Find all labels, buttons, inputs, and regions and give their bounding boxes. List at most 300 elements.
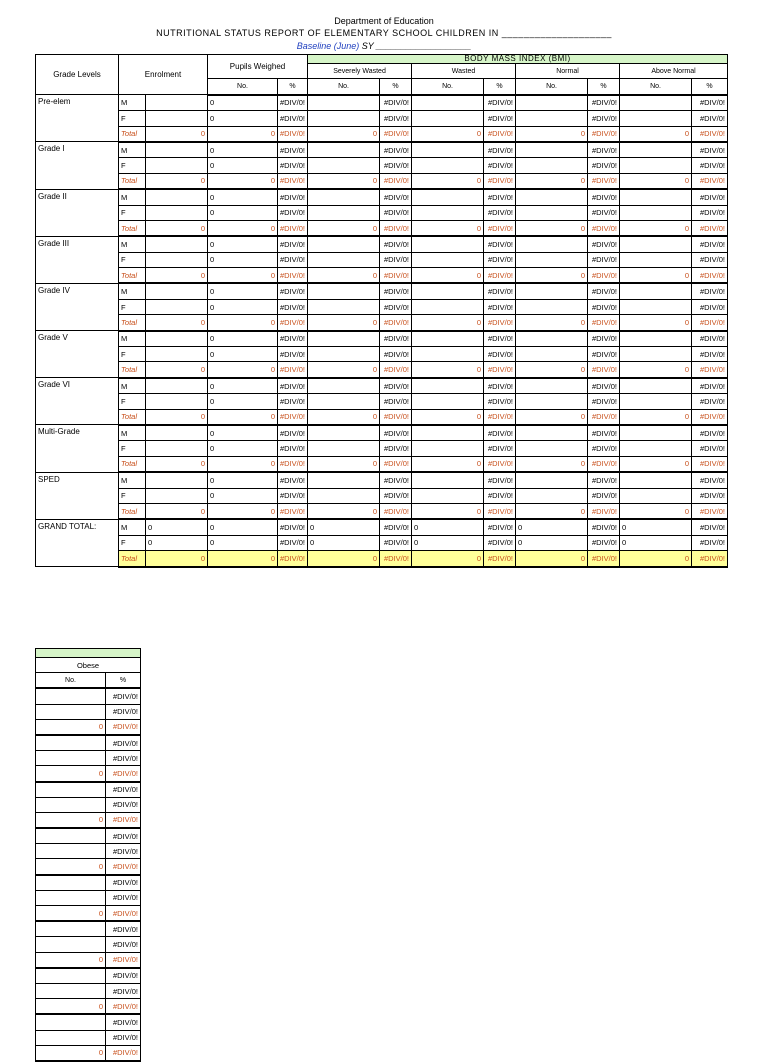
sex-label: F <box>119 252 146 267</box>
count-value: 0 <box>208 456 278 472</box>
percent-value: #DIV/0! <box>380 111 412 126</box>
obese-percent: #DIV/0! <box>106 704 141 719</box>
enrolment-value <box>146 236 208 252</box>
enrolment-value <box>146 252 208 267</box>
percent-value: #DIV/0! <box>588 394 620 409</box>
pct-header: % <box>692 79 728 95</box>
percent-value: #DIV/0! <box>484 425 516 441</box>
count-value <box>412 441 484 456</box>
count-value <box>412 425 484 441</box>
grade-label: Multi-Grade <box>36 425 119 441</box>
count-value <box>620 111 692 126</box>
table-row <box>36 441 728 456</box>
percent-value: #DIV/0! <box>692 347 728 362</box>
obese-no-header: No. <box>36 673 106 689</box>
percent-value: #DIV/0! <box>588 126 620 142</box>
percent-value: #DIV/0! <box>278 331 308 347</box>
count-value: 0 <box>208 189 278 205</box>
percent-value: #DIV/0! <box>588 378 620 394</box>
obese-count: 0 <box>36 766 106 782</box>
percent-value: #DIV/0! <box>484 95 516 111</box>
count-value: 0 <box>208 299 278 314</box>
percent-value: #DIV/0! <box>278 252 308 267</box>
count-value: 0 <box>208 535 278 550</box>
obese-count <box>36 968 106 984</box>
count-value: 0 <box>208 378 278 394</box>
count-value: 0 <box>308 503 380 519</box>
count-value: 0 <box>516 409 588 425</box>
count-value <box>620 283 692 299</box>
obese-count <box>36 751 106 766</box>
enrolment-value <box>146 394 208 409</box>
obese-count: 0 <box>36 1045 106 1061</box>
count-value <box>516 378 588 394</box>
percent-value: #DIV/0! <box>484 315 516 331</box>
percent-value: #DIV/0! <box>278 220 308 236</box>
percent-value: #DIV/0! <box>484 268 516 284</box>
sex-label: M <box>119 378 146 394</box>
sex-label: M <box>119 189 146 205</box>
table-row <box>36 535 728 550</box>
table-row <box>36 409 728 425</box>
percent-value: #DIV/0! <box>380 299 412 314</box>
percent-value: #DIV/0! <box>278 409 308 425</box>
count-value: 0 <box>620 409 692 425</box>
grade-label <box>36 315 119 331</box>
count-value <box>620 142 692 158</box>
count-value: 0 <box>516 551 588 567</box>
count-value <box>308 394 380 409</box>
percent-value: #DIV/0! <box>278 551 308 567</box>
obese-percent: #DIV/0! <box>106 782 141 798</box>
sex-label: F <box>119 111 146 126</box>
count-value: 0 <box>208 158 278 173</box>
obese-row <box>36 890 141 905</box>
obese-row <box>36 797 141 812</box>
obese-percent: #DIV/0! <box>106 735 141 751</box>
percent-value: #DIV/0! <box>380 220 412 236</box>
percent-value: #DIV/0! <box>380 362 412 378</box>
percent-value: #DIV/0! <box>484 126 516 142</box>
grade-label: Grade II <box>36 189 119 205</box>
grade-label <box>36 362 119 378</box>
percent-value: #DIV/0! <box>692 488 728 503</box>
grade-label: Pre-elem <box>36 95 119 111</box>
obese-count: 0 <box>36 719 106 735</box>
percent-value: #DIV/0! <box>380 441 412 456</box>
count-value <box>412 252 484 267</box>
grade-levels-header: Grade Levels <box>36 55 119 95</box>
enrolment-value: 0 <box>146 503 208 519</box>
percent-value: #DIV/0! <box>380 551 412 567</box>
grade-label <box>36 551 119 567</box>
obese-percent: #DIV/0! <box>106 937 141 952</box>
obese-row <box>36 1030 141 1045</box>
count-value <box>620 472 692 488</box>
grade-label <box>36 503 119 519</box>
obese-count <box>36 782 106 798</box>
count-value: 0 <box>208 205 278 220</box>
count-value <box>412 95 484 111</box>
percent-value: #DIV/0! <box>588 173 620 189</box>
obese-row <box>36 766 141 782</box>
count-value: 0 <box>208 220 278 236</box>
percent-value: #DIV/0! <box>692 535 728 550</box>
table-row <box>36 551 728 567</box>
enrolment-value: 0 <box>146 519 208 535</box>
grade-label <box>36 299 119 314</box>
percent-value: #DIV/0! <box>484 519 516 535</box>
sex-label: F <box>119 394 146 409</box>
count-value <box>412 472 484 488</box>
no-header: No. <box>620 79 692 95</box>
count-value: 0 <box>208 236 278 252</box>
percent-value: #DIV/0! <box>588 205 620 220</box>
count-value: 0 <box>208 126 278 142</box>
count-value <box>620 331 692 347</box>
count-value: 0 <box>208 173 278 189</box>
count-value <box>412 189 484 205</box>
percent-value: #DIV/0! <box>380 315 412 331</box>
count-value <box>412 347 484 362</box>
count-value <box>516 441 588 456</box>
obese-row <box>36 751 141 766</box>
percent-value: #DIV/0! <box>278 441 308 456</box>
table-row <box>36 142 728 158</box>
table-row <box>36 456 728 472</box>
sex-label: M <box>119 236 146 252</box>
percent-value: #DIV/0! <box>588 315 620 331</box>
percent-value: #DIV/0! <box>484 158 516 173</box>
percent-value: #DIV/0! <box>278 158 308 173</box>
grade-label <box>36 535 119 550</box>
percent-value: #DIV/0! <box>278 394 308 409</box>
count-value <box>412 111 484 126</box>
percent-value: #DIV/0! <box>278 519 308 535</box>
table-row <box>36 331 728 347</box>
obese-percent: #DIV/0! <box>106 859 141 875</box>
above-normal-header: Above Normal <box>620 64 728 79</box>
count-value: 0 <box>412 173 484 189</box>
count-value <box>412 488 484 503</box>
percent-value: #DIV/0! <box>278 126 308 142</box>
table-row <box>36 378 728 394</box>
grade-label: SPED <box>36 472 119 488</box>
count-value: 0 <box>208 95 278 111</box>
percent-value: #DIV/0! <box>484 551 516 567</box>
percent-value: #DIV/0! <box>380 535 412 550</box>
percent-value: #DIV/0! <box>380 142 412 158</box>
count-value <box>516 189 588 205</box>
obese-percent: #DIV/0! <box>106 688 141 704</box>
percent-value: #DIV/0! <box>278 535 308 550</box>
count-value: 0 <box>208 472 278 488</box>
count-value <box>516 488 588 503</box>
obese-percent: #DIV/0! <box>106 952 141 968</box>
percent-value: #DIV/0! <box>484 409 516 425</box>
sex-label: Total <box>119 362 146 378</box>
count-value: 0 <box>412 519 484 535</box>
percent-value: #DIV/0! <box>278 236 308 252</box>
pct-header: % <box>588 79 620 95</box>
sex-label: M <box>119 519 146 535</box>
sex-label: F <box>119 347 146 362</box>
count-value <box>620 347 692 362</box>
count-value: 0 <box>620 362 692 378</box>
grade-label <box>36 441 119 456</box>
count-value <box>516 347 588 362</box>
percent-value: #DIV/0! <box>692 236 728 252</box>
percent-value: #DIV/0! <box>484 205 516 220</box>
grade-label <box>36 205 119 220</box>
obese-percent: #DIV/0! <box>106 797 141 812</box>
sex-label: M <box>119 331 146 347</box>
obese-row <box>36 952 141 968</box>
percent-value: #DIV/0! <box>692 205 728 220</box>
percent-value: #DIV/0! <box>588 331 620 347</box>
obese-count <box>36 1030 106 1045</box>
percent-value: #DIV/0! <box>692 142 728 158</box>
percent-value: #DIV/0! <box>278 283 308 299</box>
sex-label: M <box>119 142 146 158</box>
percent-value: #DIV/0! <box>484 220 516 236</box>
percent-value: #DIV/0! <box>278 142 308 158</box>
sy-label: SY ___________________ <box>361 41 472 51</box>
count-value <box>308 378 380 394</box>
enrolment-value: 0 <box>146 220 208 236</box>
percent-value: #DIV/0! <box>588 283 620 299</box>
percent-value: #DIV/0! <box>278 378 308 394</box>
count-value <box>516 299 588 314</box>
enrolment-value: 0 <box>146 173 208 189</box>
count-value <box>308 111 380 126</box>
count-value <box>516 205 588 220</box>
obese-row <box>36 688 141 704</box>
count-value <box>308 331 380 347</box>
count-value <box>412 142 484 158</box>
percent-value: #DIV/0! <box>588 236 620 252</box>
percent-value: #DIV/0! <box>588 551 620 567</box>
obese-count <box>36 921 106 937</box>
percent-value: #DIV/0! <box>588 142 620 158</box>
percent-value: #DIV/0! <box>380 252 412 267</box>
obese-percent: #DIV/0! <box>106 921 141 937</box>
obese-row <box>36 844 141 859</box>
count-value: 0 <box>308 456 380 472</box>
count-value <box>308 472 380 488</box>
enrolment-value: 0 <box>146 551 208 567</box>
percent-value: #DIV/0! <box>380 425 412 441</box>
obese-count: 0 <box>36 952 106 968</box>
enrolment-value <box>146 95 208 111</box>
department-title: Department of Education <box>334 16 434 26</box>
count-value: 0 <box>208 362 278 378</box>
sex-label: F <box>119 158 146 173</box>
percent-value: #DIV/0! <box>380 126 412 142</box>
count-value: 0 <box>516 173 588 189</box>
count-value: 0 <box>208 488 278 503</box>
obese-percent: #DIV/0! <box>106 1030 141 1045</box>
sex-label: Total <box>119 220 146 236</box>
percent-value: #DIV/0! <box>278 456 308 472</box>
sex-label: Total <box>119 315 146 331</box>
percent-value: #DIV/0! <box>278 315 308 331</box>
percent-value: #DIV/0! <box>278 425 308 441</box>
percent-value: #DIV/0! <box>692 173 728 189</box>
table-row <box>36 488 728 503</box>
percent-value: #DIV/0! <box>380 268 412 284</box>
obese-row <box>36 983 141 998</box>
percent-value: #DIV/0! <box>278 503 308 519</box>
percent-value: #DIV/0! <box>692 441 728 456</box>
baseline-line <box>0 41 768 51</box>
percent-value: #DIV/0! <box>484 441 516 456</box>
obese-row <box>36 906 141 922</box>
sex-label: Total <box>119 268 146 284</box>
percent-value: #DIV/0! <box>278 173 308 189</box>
no-header: No. <box>412 79 484 95</box>
count-value <box>412 331 484 347</box>
obese-count <box>36 937 106 952</box>
obese-percent: #DIV/0! <box>106 875 141 891</box>
count-value: 0 <box>516 456 588 472</box>
report-title: NUTRITIONAL STATUS REPORT OF ELEMENTARY SCHOOL CHILDREN IN ____________________ <box>156 28 612 38</box>
table-row <box>36 299 728 314</box>
percent-value: #DIV/0! <box>692 283 728 299</box>
obese-percent: #DIV/0! <box>106 983 141 998</box>
table-row <box>36 252 728 267</box>
percent-value: #DIV/0! <box>380 189 412 205</box>
count-value <box>620 441 692 456</box>
count-value <box>308 158 380 173</box>
count-value <box>620 299 692 314</box>
pct-header: % <box>278 79 308 95</box>
count-value <box>308 205 380 220</box>
count-value <box>516 158 588 173</box>
obese-percent: #DIV/0! <box>106 766 141 782</box>
table-row <box>36 95 728 111</box>
obese-count <box>36 875 106 891</box>
percent-value: #DIV/0! <box>588 441 620 456</box>
obese-percent: #DIV/0! <box>106 812 141 828</box>
obese-percent: #DIV/0! <box>106 999 141 1015</box>
obese-row <box>36 704 141 719</box>
percent-value: #DIV/0! <box>692 362 728 378</box>
count-value: 0 <box>516 503 588 519</box>
count-value <box>620 236 692 252</box>
grade-label: Grade I <box>36 142 119 158</box>
enrolment-value <box>146 299 208 314</box>
count-value <box>516 472 588 488</box>
obese-row <box>36 719 141 735</box>
grade-label <box>36 488 119 503</box>
enrolment-value: 0 <box>146 126 208 142</box>
pct-header: % <box>380 79 412 95</box>
count-value <box>412 394 484 409</box>
obese-count <box>36 735 106 751</box>
count-value <box>620 205 692 220</box>
percent-value: #DIV/0! <box>588 472 620 488</box>
count-value <box>412 205 484 220</box>
count-value: 0 <box>308 551 380 567</box>
count-value <box>620 252 692 267</box>
table-row <box>36 126 728 142</box>
percent-value: #DIV/0! <box>278 362 308 378</box>
enrolment-value <box>146 441 208 456</box>
enrolment-value <box>146 158 208 173</box>
sex-label: F <box>119 205 146 220</box>
no-header: No. <box>516 79 588 95</box>
count-value <box>412 299 484 314</box>
count-value: 0 <box>412 551 484 567</box>
enrolment-value: 0 <box>146 535 208 550</box>
count-value: 0 <box>308 535 380 550</box>
severely-wasted-header: Severely Wasted <box>308 64 412 79</box>
count-value <box>412 283 484 299</box>
count-value <box>516 283 588 299</box>
enrolment-value: 0 <box>146 268 208 284</box>
obese-count <box>36 704 106 719</box>
sex-label: M <box>119 472 146 488</box>
obese-row <box>36 812 141 828</box>
percent-value: #DIV/0! <box>380 409 412 425</box>
normal-header: Normal <box>516 64 620 79</box>
obese-row <box>36 1045 141 1061</box>
grade-label <box>36 252 119 267</box>
no-header: No. <box>308 79 380 95</box>
obese-row <box>36 1014 141 1030</box>
obese-table <box>35 648 141 1062</box>
table-row <box>36 283 728 299</box>
percent-value: #DIV/0! <box>588 252 620 267</box>
enrolment-value: 0 <box>146 362 208 378</box>
obese-percent: #DIV/0! <box>106 906 141 922</box>
percent-value: #DIV/0! <box>278 205 308 220</box>
percent-value: #DIV/0! <box>278 299 308 314</box>
count-value: 0 <box>620 456 692 472</box>
count-value: 0 <box>620 220 692 236</box>
count-value: 0 <box>208 551 278 567</box>
percent-value: #DIV/0! <box>278 347 308 362</box>
percent-value: #DIV/0! <box>692 378 728 394</box>
obese-percent: #DIV/0! <box>106 968 141 984</box>
bmi-header: BODY MASS INDEX (BMI) <box>308 55 728 64</box>
count-value: 0 <box>308 362 380 378</box>
count-value <box>308 252 380 267</box>
count-value: 0 <box>308 173 380 189</box>
sex-label: M <box>119 95 146 111</box>
count-value: 0 <box>208 331 278 347</box>
obese-row <box>36 937 141 952</box>
grade-label <box>36 268 119 284</box>
percent-value: #DIV/0! <box>588 519 620 535</box>
percent-value: #DIV/0! <box>692 158 728 173</box>
percent-value: #DIV/0! <box>692 126 728 142</box>
percent-value: #DIV/0! <box>692 111 728 126</box>
obese-row <box>36 735 141 751</box>
percent-value: #DIV/0! <box>484 456 516 472</box>
percent-value: #DIV/0! <box>484 173 516 189</box>
percent-value: #DIV/0! <box>380 236 412 252</box>
obese-percent: #DIV/0! <box>106 828 141 844</box>
percent-value: #DIV/0! <box>588 535 620 550</box>
percent-value: #DIV/0! <box>692 331 728 347</box>
count-value: 0 <box>620 535 692 550</box>
sex-label: Total <box>119 409 146 425</box>
table-row <box>36 189 728 205</box>
count-value: 0 <box>308 409 380 425</box>
percent-value: #DIV/0! <box>588 488 620 503</box>
